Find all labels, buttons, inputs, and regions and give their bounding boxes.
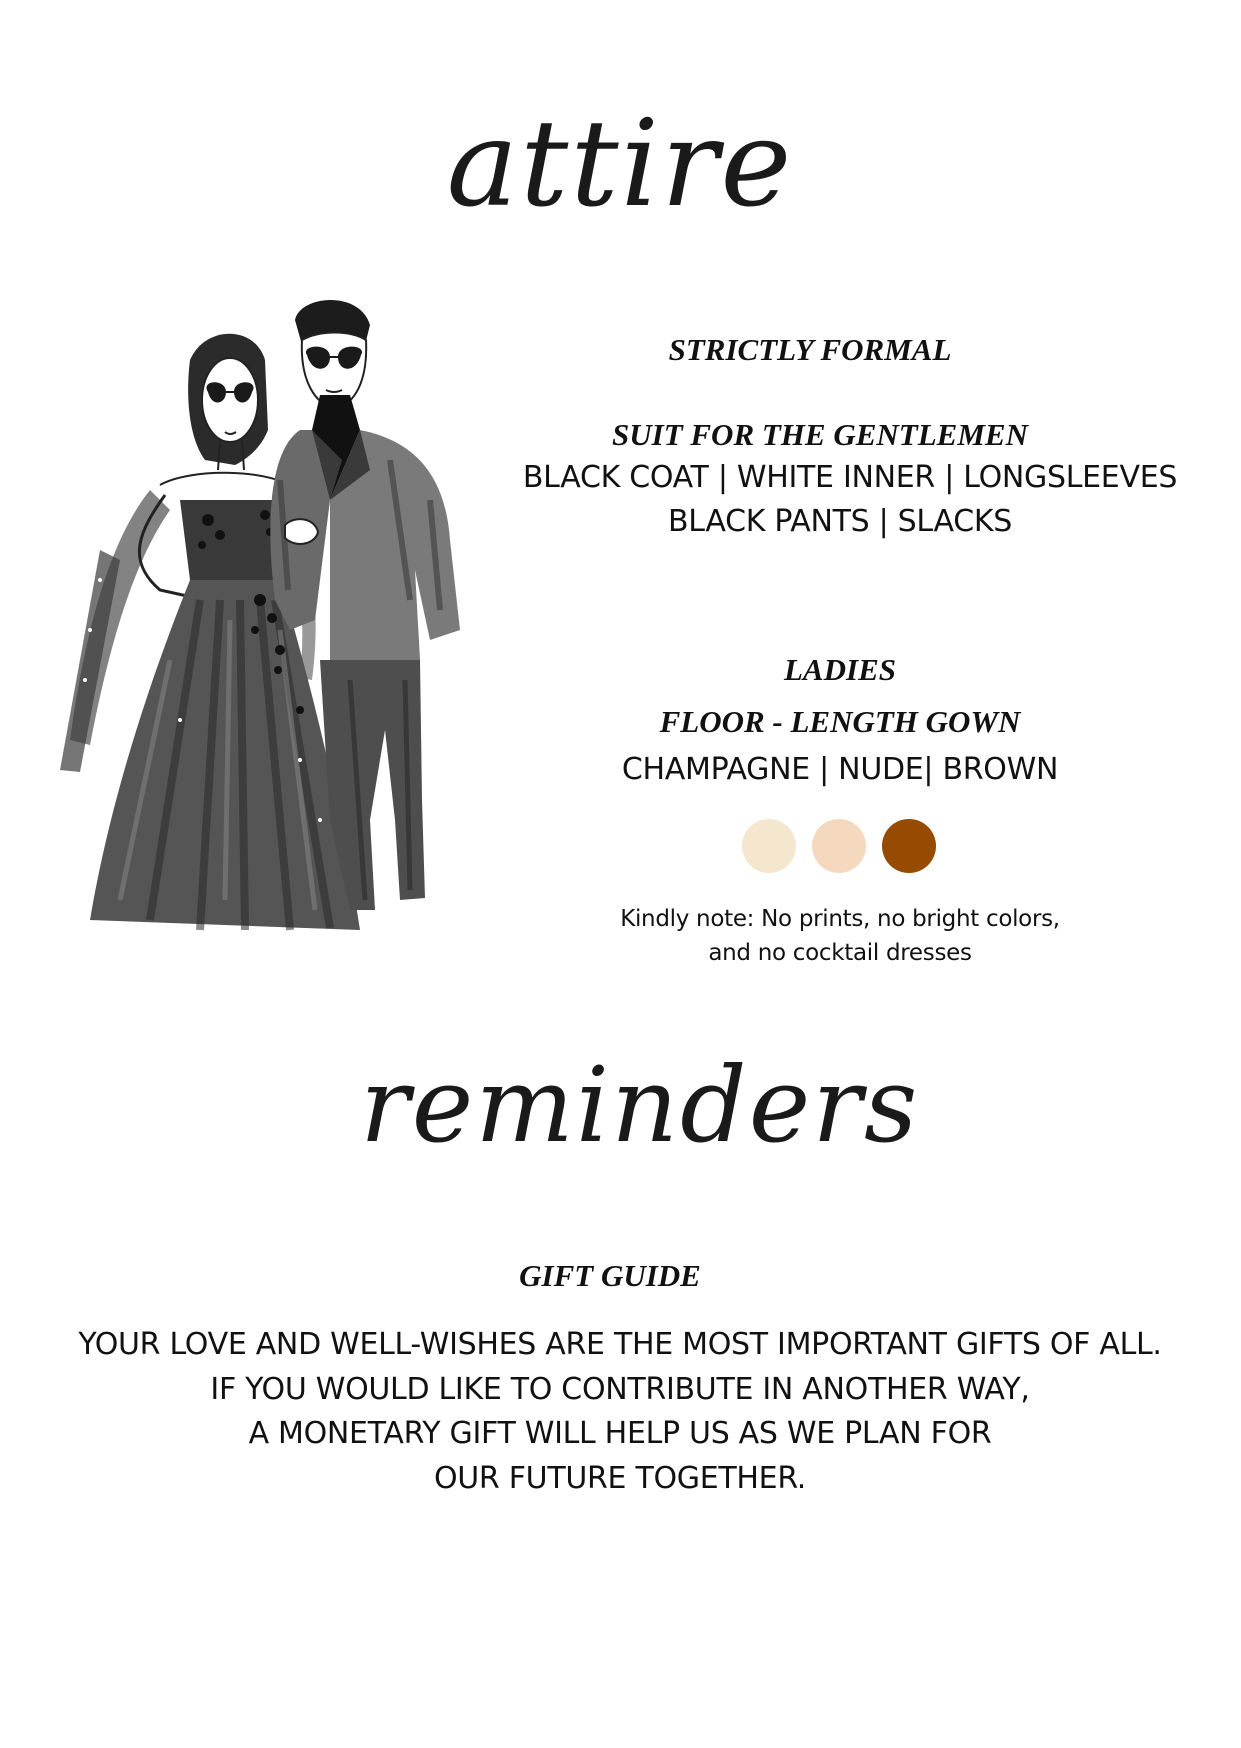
champagne-swatch bbox=[742, 819, 796, 873]
gentlemen-line-1: BLACK COAT | WHITE INNER | LONGSLEEVES bbox=[522, 460, 1178, 495]
gift-guide-heading: GIFT GUIDE bbox=[519, 1258, 701, 1293]
note-line-1: Kindly note: No prints, no bright colors, bbox=[620, 906, 1060, 932]
fashion-couple-illustration bbox=[30, 300, 520, 940]
ladies-subheading: FLOOR - LENGTH GOWN bbox=[659, 704, 1021, 739]
gentlemen-line-2: BLACK PANTS | SLACKS bbox=[668, 504, 1012, 539]
note-line-2: and no cocktail dresses bbox=[708, 940, 972, 966]
color-swatches bbox=[742, 819, 936, 875]
reminders-title: reminders bbox=[360, 1044, 920, 1166]
gift-line-3: A MONETARY GIFT WILL HELP US AS WE PLAN FOR bbox=[248, 1416, 992, 1451]
ladies-heading: LADIES bbox=[784, 652, 896, 687]
dress-code-heading: STRICTLY FORMAL bbox=[668, 332, 952, 367]
gift-line-1: YOUR LOVE AND WELL-WISHES ARE THE MOST IMPORTANT GIFTS OF ALL. bbox=[78, 1327, 1162, 1362]
ladies-colors: CHAMPAGNE | NUDE| BROWN bbox=[621, 752, 1059, 787]
gentlemen-heading: SUIT FOR THE GENTLEMEN bbox=[612, 417, 1028, 452]
gift-line-4: OUR FUTURE TOGETHER. bbox=[433, 1461, 807, 1496]
gift-line-2: IF YOU WOULD LIKE TO CONTRIBUTE IN ANOTHER WAY, bbox=[210, 1372, 1030, 1407]
brown-swatch bbox=[882, 819, 936, 873]
attire-title: attire bbox=[446, 95, 794, 234]
nude-swatch bbox=[812, 819, 866, 873]
